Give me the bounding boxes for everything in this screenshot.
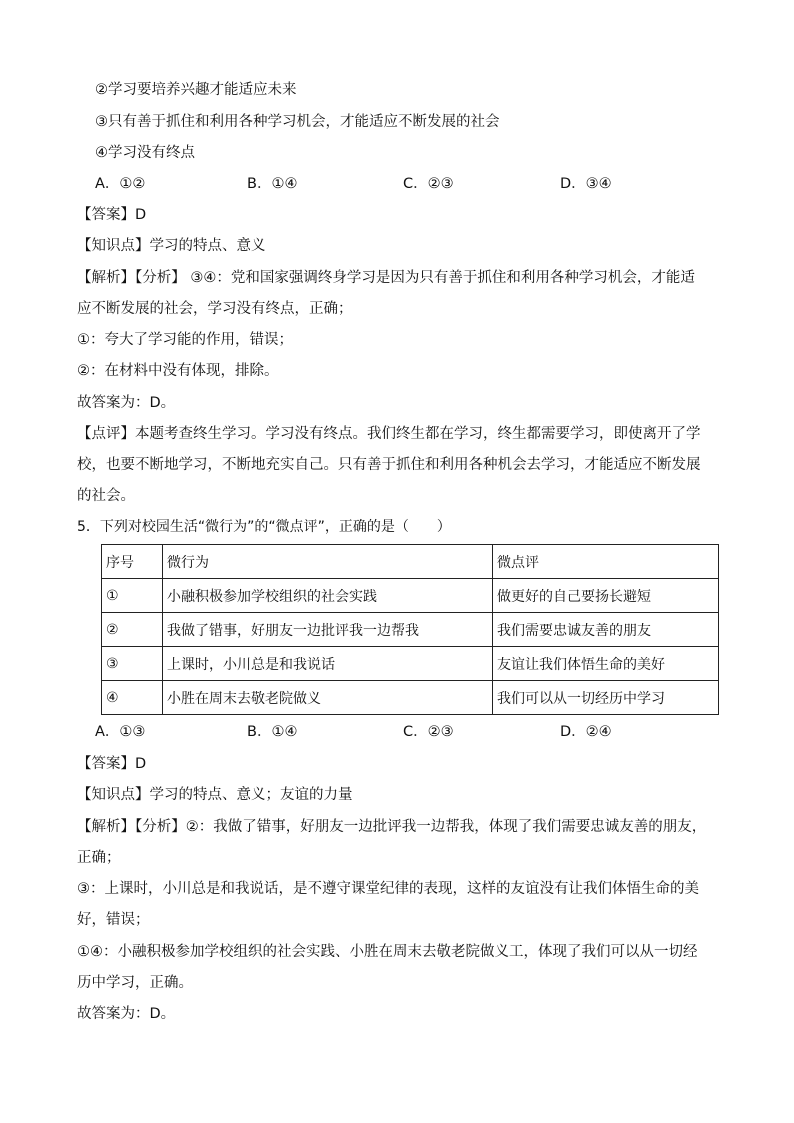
table-cell: 我们可以从一切经历中学习 [493,681,719,715]
table-cell: ③ [102,647,163,681]
q5-final-answer: 故答案为：D。 [77,1006,176,1022]
q5-analysis-line: 好，错误； [77,912,150,928]
q5-analysis-line: 正确； [77,850,121,866]
q4-option-b: B．①④ [247,176,298,192]
q5-table [101,544,719,715]
q5-option-d: D．②④ [560,724,612,740]
q4-option-c: C．②③ [403,176,454,192]
table-cell: ④ [102,681,163,715]
table-row [102,681,719,715]
q4-analysis-line: ②：在材料中没有体现，排除。 [77,363,279,379]
q4-analysis-line: 【解析】【分析】 ③④：党和国家强调终身学习是因为只有善于抓住和利用各种学习机会，才能适 [77,270,695,286]
q5-analysis-line: ①④：小融积极参加学校组织的社会实践、小胜在周末去敬老院做义工，体现了我们可以从一切经 [77,944,698,960]
table-cell: 我们需要忠诚友善的朋友 [493,613,719,647]
q5-analysis-line: ③：上课时，小川总是和我说话，是不遵守课堂纪律的表现，这样的友谊没有让我们体悟生命的美 [77,881,699,897]
table-cell: ① [102,579,163,613]
table-header-cell: 微点评 [493,545,719,579]
q4-answer: 【答案】D [77,207,147,223]
table-cell: 小胜在周末去敬老院做义 [163,681,493,715]
q5-stem: 5．下列对校园生活“微行为”的“微点评”，正确的是（ ） [77,519,451,535]
q4-comment-line: 校，也要不断地学习，不断地充实自己。只有善于抓住和利用各种机会去学习，才能适应不断发展 [77,457,701,473]
table-cell: 友谊让我们体悟生命的美好 [493,647,719,681]
q4-analysis-line: 应不断发展的社会，学习没有终点，正确； [77,301,353,317]
q5-option-b: B．①④ [247,724,298,740]
table-cell: 做更好的自己要扬长避短 [493,579,719,613]
table-header-row [102,545,719,579]
table-cell: 上课时，小川总是和我说话 [163,647,493,681]
q4-item-3: ③只有善于抓住和利用各种学习机会，才能适应不断发展的社会 [95,114,500,130]
q5-analysis-line: 【解析】【分析】②：我做了错事，好朋友一边批评我一边帮我，体现了我们需要忠诚友善的朋友， [77,819,707,835]
q4-comment-line: 【点评】本题考查终生学习。学习没有终点。我们终生都在学习，终生都需要学习，即使离开了学 [77,426,701,442]
q5-answer: 【答案】D [77,756,147,772]
q4-final-answer: 故答案为：D。 [77,395,176,411]
table-header-cell: 微行为 [163,545,493,579]
q5-option-c: C．②③ [403,724,454,740]
table-header-cell: 序号 [102,545,163,579]
q4-option-d: D．③④ [560,176,612,192]
q5-option-a: A．①③ [95,724,146,740]
table-cell: 我做了错事，好朋友一边批评我一边帮我 [163,613,493,647]
table-row [102,647,719,681]
q4-comment-line: 的社会。 [77,488,135,504]
q4-analysis-line: ①：夸大了学习能的作用，错误； [77,332,293,348]
table-cell: ② [102,613,163,647]
table-cell: 小融积极参加学校组织的社会实践 [163,579,493,613]
q4-option-a: A．①② [95,176,146,192]
table-row [102,613,719,647]
q4-item-2: ②学习要培养兴趣才能适应未来 [95,82,297,98]
q4-item-4: ④学习没有终点 [95,145,195,161]
q5-analysis-line: 历中学习，正确。 [77,975,193,991]
table-row [102,579,719,613]
q4-knowledge-point: 【知识点】学习的特点、意义 [77,238,266,254]
q5-knowledge-point: 【知识点】学习的特点、意义；友谊的力量 [77,787,353,803]
